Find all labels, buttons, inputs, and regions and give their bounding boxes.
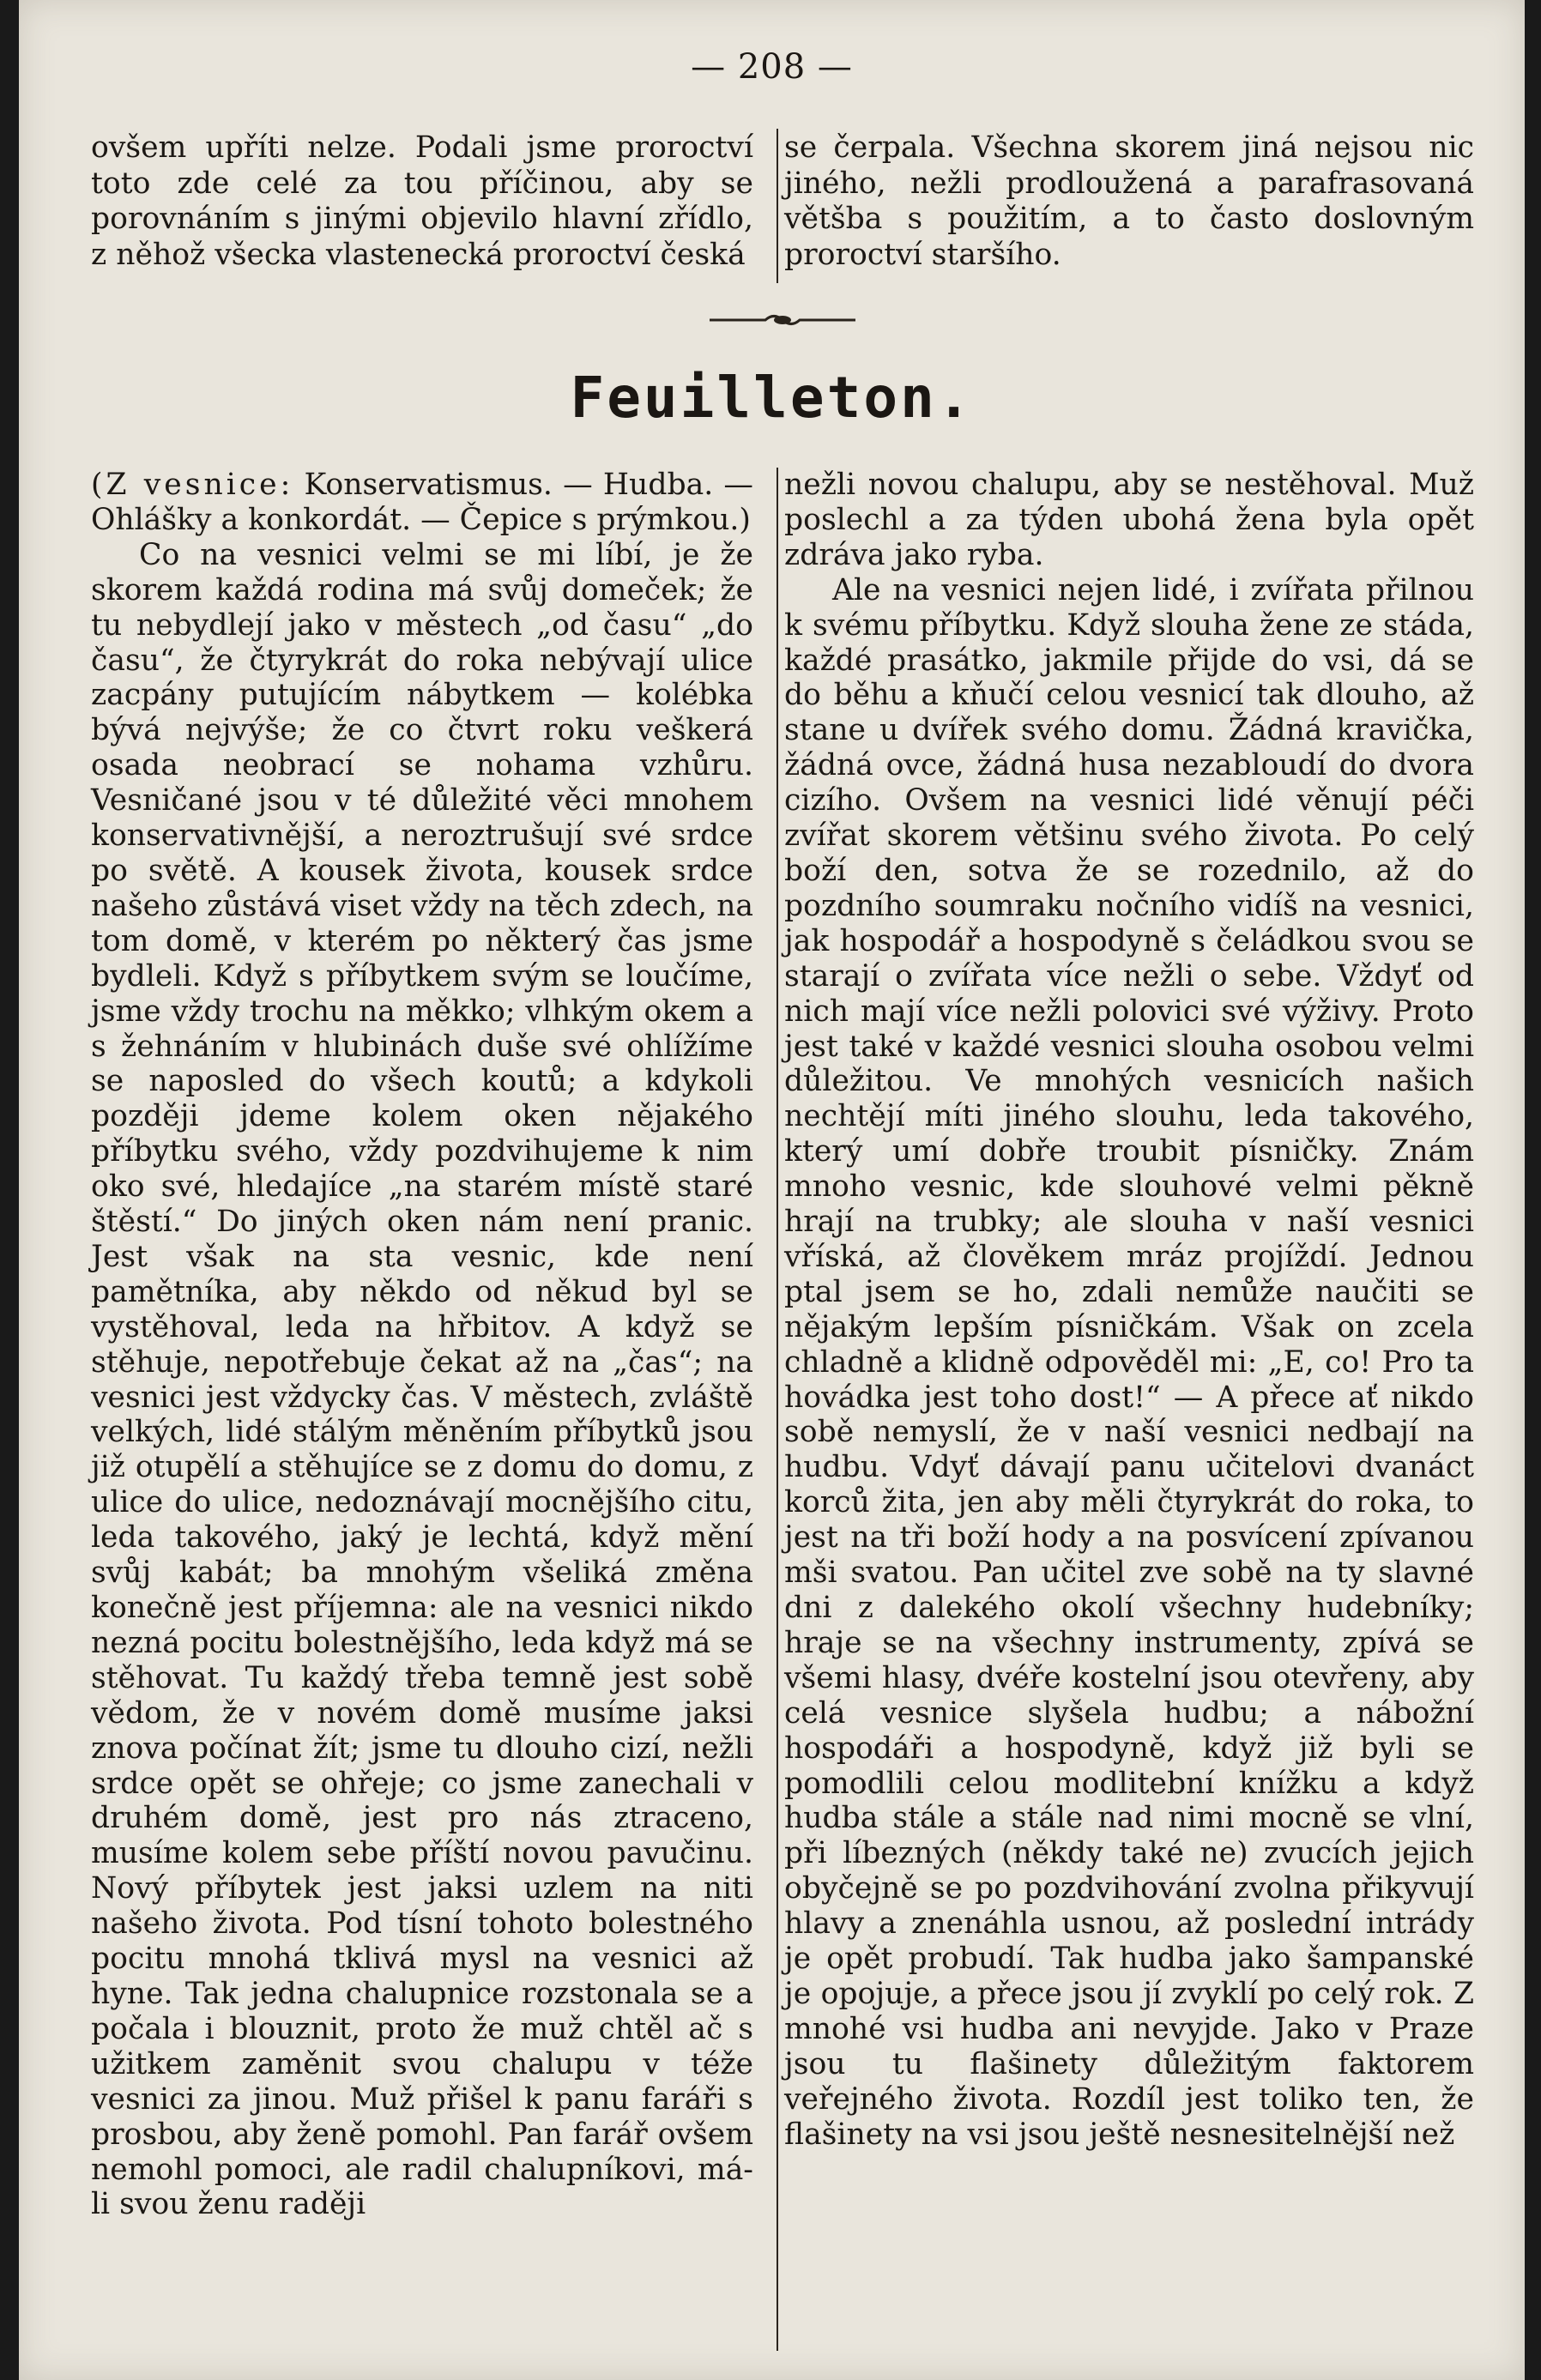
top-right-text: se čerpala. Všechna skorem jiná nejsou nic jiného, nežli prodloužená a parafrasovaná většba s použitím, a to často doslovným proroctví staršího. bbox=[784, 130, 1474, 272]
newspaper-page bbox=[19, 0, 1525, 2380]
left-column bbox=[91, 468, 753, 2222]
column-divider-bottom bbox=[777, 468, 778, 2351]
ornament-rule-icon bbox=[705, 307, 860, 333]
right-column bbox=[784, 468, 1474, 2153]
top-right-column bbox=[784, 130, 1474, 273]
left-paragraph: Co na vesnici velmi se mi líbí, je že skorem každá rodina má svůj domeček; že tu nebydlejí jako v městech „od času“ „do času“, že čtyrykrát do roka nebývají ulice zacpány putujícím nábytkem — kolébka bývá nejvýše; že co čtvrt roku veškerá osada neobrací se nohama vzhůru. Vesničané jsou v té důležité věci mnohem konservativnější, a neroztrušují své srdce po světě. A kousek života, kousek srdce našeho zůstává viset vždy na těch zdech, na tom domě, v kterém po některý čas jsme bydleli. Když s příbytkem svým se loučíme, jsme vždy trochu na měkko; vlhkým okem a s žehnáním v hlubinách duše své ohlížíme se naposled do všech koutů; a kdykoli později jdeme kolem oken nějakého příbytku svého, vždy pozdvihujeme k nim oko své, hledajíce „na starém místě staré štěstí.“ Do jiných oken nám není pranic. Jest však na sta vesnic, kde není pamětníka, aby někdo od někud byl se vystěhoval, leda na hřbitov. A když se stěhuje, nepotřebuje čekat až na „čas“; na vesnici jest vždycky čas. V městech, zvláště velkých, lidé stálým měněním příbytků jsou již otupělí a stěhujíce se z domu do domu, z ulice do ulice, nedoznávají mocnějšího citu, leda takového, jaký je lechtá, když mění svůj kabát; ba mnohým všeliká změna konečně jest příjemna: ale na vesnici nikdo nezná pocitu bolestnějšího, leda když má se stěhovat. Tu každý třeba temně jest sobě vědom, že v novém domě musíme jaksi znova počínat žít; jsme tu dlouho cizí, nežli srdce opět se ohřeje; co jsme zanechali v druhém domě, jest pro nás ztraceno, musíme kolem sebe příští novou pavučinu. Nový příbytek jest jaksi uzlem na niti našeho života. Pod tísní tohoto bolestného pocitu mnohá tklivá mysl na vesnici až hyne. Tak jedna chalupnice rozstonala se a počala i blouznit, proto že muž chtěl ač s užitkem zaměnit svou chalupu v téže vesnici za jinou. Muž přišel k panu faráři s prosbou, aby ženě pomohl. Pan farář ovšem nemohl pomoci, ale radil chalupníkovi, má-li svou ženu raději bbox=[91, 537, 753, 2222]
left-intro-lead: (Z vesnice: bbox=[91, 468, 294, 502]
left-intro bbox=[91, 468, 753, 538]
top-left-column bbox=[91, 130, 753, 273]
right-paragraph: Ale na vesnici nejen lidé, i zvířata přilnou k svému příbytku. Když slouha žene ze stáda, každé prasátko, jakmile přijde do vsi, dá se do běhu a kňučí celou vesnicí tak dlouho, až stane u dvířek svého domu. Žádná kravička, žádná ovce, žádná husa nezabloudí do dvora cizího. Ovšem na vesnici lidé věnují péči zvířat skorem většinu svého života. Po celý boží den, sotva že se rozednilo, až do pozdního soumraku nočního vidíš na vesnici, jak hospodář a hospodyně s čeládkou svou se starají o zvířata více nežli o sebe. Vždyť od nich mají více nežli polovici své výživy. Proto jest také v každé vesnici slouha osobou velmi důležitou. Ve mnohých vesnicích našich nechtějí míti jiného slouhu, leda takového, který umí dobře troubit písničky. Znám mnoho vesnic, kde slouhové velmi pěkně hrají na trubky; ale slouha v naší vesnici vříská, až člověkem mráz projíždí. Jednou ptal jsem se ho, zdali nemůže naučiti se nějakým lepším písničkám. Však on zcela chladně a klidně odpověděl mi: „E, co! Pro ta hovádka jest toho dost!“ — A přece ať nikdo sobě nemyslí, že v naší vesnici nedbají na hudbu. Vdyť dávají panu učitelovi dvanáct korců žita, jen aby měli čtyrykrát do roka, to jest na tři boží hody a na posvícení zpívanou mši svatou. Pan učitel zve sobě na ty slavné dni z dalekého okolí všechny hudebníky; hraje se na všechny instrumenty, zpívá se všemi hlasy, dvéře kostelní jsou otevřeny, aby celá vesnice slyšela hudbu; a nábožní hospodáři a hospodyně, když již byli se pomodlili celou modlitební knížku a když hudba stále a stále nad nimi mocně se vlní, při líbezných (někdy také ne) zvucích jejich obyčejně se po pozdvihování zvolna přikyvují hlavy a znenáhla usnou, až poslední intrády je opět probudí. Tak hudba jako šampanské je opojuje, a přece jsou jí zvyklí po celý rok. Z mnohé vsi hudba ani nevyjde. Jako v Praze jsou tu flašinety důležitým faktorem veřejného života. Rozdíl jest toliko ten, že flašinety na vsi jsou ještě nesnesitelnější než bbox=[784, 572, 1474, 2152]
left-intro-topics: Konservatismus. — Hudba. — Ohlášky a konkordát. — Čepice s prýmkou.) bbox=[91, 468, 754, 537]
column-divider-top bbox=[777, 129, 778, 283]
right-lead: nežli novou chalupu, aby se nestěhoval. Muž poslechl a za týden ubohá žena byla opět zdráva jako ryba. bbox=[784, 468, 1474, 572]
top-left-text: ovšem upříti nelze. Podali jsme proroctví toto zde celé za tou příčinou, aby se porovnáním s jinými objevilo hlavní zřídlo, z něhož všecka vlastenecká proroctví česká bbox=[91, 130, 753, 272]
page-number: — 208 — bbox=[691, 47, 853, 87]
feuilleton-heading: Feuilleton. bbox=[570, 365, 974, 431]
